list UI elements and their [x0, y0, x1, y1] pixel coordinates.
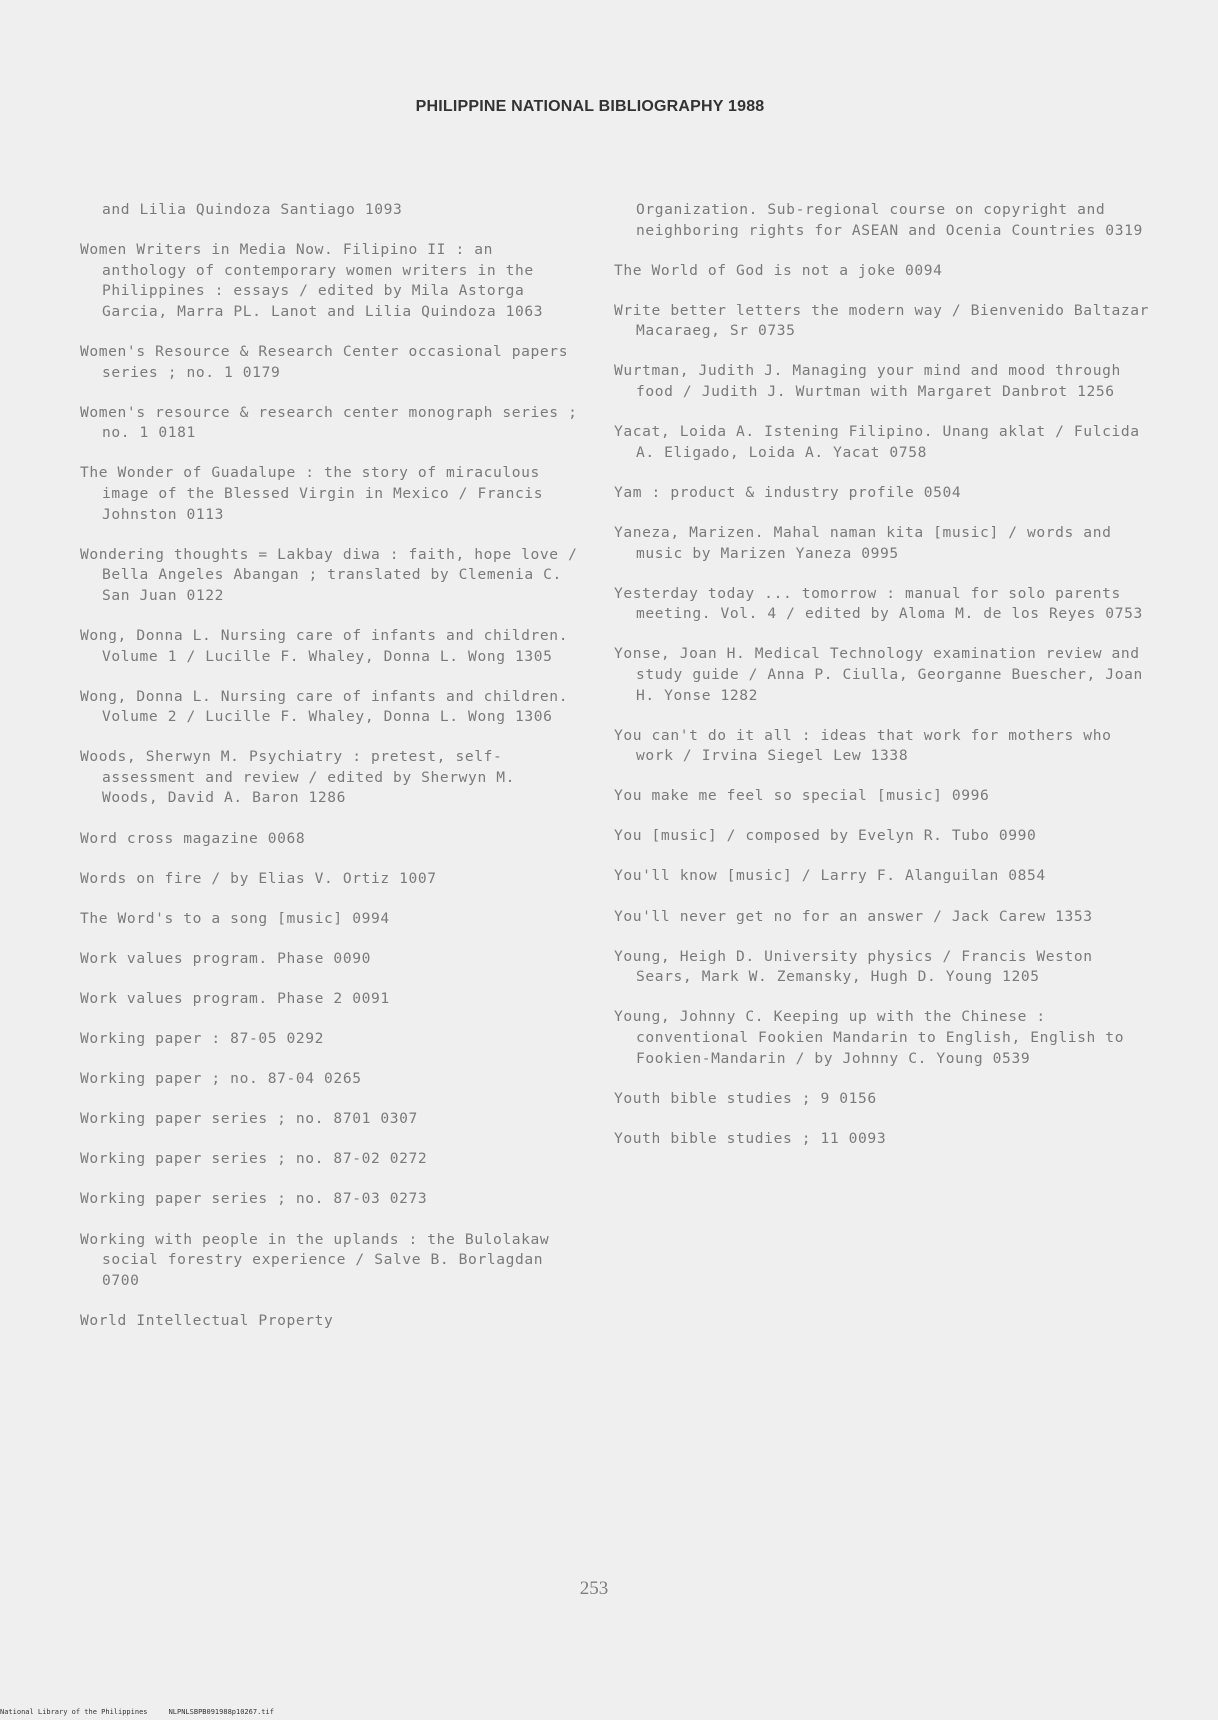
- bibliography-entry: Working paper series ; no. 87-03 0273: [80, 1190, 428, 1208]
- bibliography-entry: Work values program. Phase 0090: [80, 949, 371, 967]
- bibliography-entry: Woods, Sherwyn M. Psychiatry : pretest, self-assessment and review / edited by Sherwyn M. Woods, David A. Baron 1286: [80, 748, 525, 807]
- bibliography-entry: Yacat, Loida A. Istening Filipino. Unang aklat / Fulcida A. Eligado, Loida A. Yacat 0758: [614, 423, 1150, 461]
- bibliography-entry: You'll know [music] / Larry F. Alanguilan 0854: [614, 867, 1046, 885]
- bibliography-entry: Word cross magazine 0068: [80, 829, 306, 847]
- bibliography-entry: Wong, Donna L. Nursing care of infants and children. Volume 1 / Lucille F. Whaley, Donna L. Wong 1305: [80, 626, 578, 665]
- bibliography-entry: Women's resource & research center monograph series ; no. 1 0181: [80, 403, 587, 442]
- bibliography-entry: Working paper series ; no. 8701 0307: [80, 1110, 418, 1128]
- right-column: [614, 200, 1159, 1169]
- bibliography-entry: Yesterday today ... tomorrow : manual for solo parents meeting. Vol. 4 / edited by Aloma M. de los Reyes 0753: [614, 584, 1143, 623]
- bibliography-entry: The World of God is not a joke 0094: [614, 261, 943, 279]
- bibliography-entry: Wurtman, Judith J. Managing your mind and mood through food / Judith J. Wurtman with Margaret Danbrot 1256: [614, 362, 1131, 401]
- bibliography-entry: Working paper : 87-05 0292: [80, 1030, 325, 1048]
- bibliography-entry: You [music] / composed by Evelyn R. Tubo 0990: [614, 827, 1037, 845]
- bibliography-entry: The Word's to a song [music] 0994: [80, 909, 390, 927]
- bibliography-entry: Young, Johnny C. Keeping up with the Chinese : conventional Fookien Mandarin to English, English to Fookien-Mandarin / by Johnny C. Young 0539: [614, 1008, 1134, 1067]
- left-column: [80, 200, 587, 1351]
- bibliography-entry: You make me feel so special [music] 0996: [614, 787, 990, 805]
- bibliography-entry: Yam : product & industry profile 0504: [614, 483, 962, 501]
- bibliography-entry: The Wonder of Guadalupe : the story of miraculous image of the Blessed Virgin in Mexico / Francis Johnston 0113: [80, 464, 553, 523]
- scan-footer: National Library of the Philippines NLPNLSBPB091988p10267.tif: [0, 1708, 274, 1716]
- bibliography-entry: Work values program. Phase 2 0091: [80, 989, 390, 1007]
- bibliography-entry: Working paper series ; no. 87-02 0272: [80, 1150, 428, 1168]
- bibliography-entry: You'll never get no for an answer / Jack Carew 1353: [614, 907, 1093, 925]
- bibliography-entry: You can't do it all : ideas that work for mothers who work / Irvina Siegel Lew 1338: [614, 726, 1121, 765]
- bibliography-entry: and Lilia Quindoza Santiago 1093: [102, 201, 403, 218]
- bibliography-entry: Wondering thoughts = Lakbay diwa : faith, hope love / Bella Angeles Abangan ; translated by Clemenia C. San Juan 0122: [80, 545, 587, 604]
- bibliography-entry: Young, Heigh D. University physics / Francis Weston Sears, Mark W. Zemansky, Hugh D. Young 1205: [614, 947, 1103, 986]
- bibliography-entry: Youth bible studies ; 9 0156: [614, 1089, 877, 1107]
- bibliography-entry: Working paper ; no. 87-04 0265: [80, 1070, 362, 1088]
- bibliography-entry: Yonse, Joan H. Medical Technology examination review and study guide / Anna P. Ciulla, Georganne Buescher, Joan H. Yonse 1282: [614, 645, 1153, 704]
- bibliography-entry: Working with people in the uplands : the Bulolakaw social forestry experience / Salve B. Borlagdan 0700: [80, 1230, 559, 1289]
- bibliography-entry: Women Writers in Media Now. Filipino II : an anthology of contemporary women writers in the Philippines : essays / edited by Mila Astorga Garcia, Marra PL. Lanot and Lilia Quindoza 1063: [80, 241, 544, 320]
- bibliography-entry: Women's Resource & Research Center occasional papers series ; no. 1 0179: [80, 342, 578, 381]
- bibliography-entry: World Intellectual Property: [80, 1311, 334, 1329]
- bibliography-entry: Yaneza, Marizen. Mahal naman kita [music] / words and music by Marizen Yaneza 0995: [614, 523, 1121, 562]
- bibliography-entry: Write better letters the modern way / Bienvenido Baltazar Macaraeg, Sr 0735: [614, 301, 1159, 340]
- page-title: PHILIPPINE NATIONAL BIBLIOGRAPHY 1988: [415, 98, 765, 115]
- bibliography-entry: Youth bible studies ; 11 0093: [614, 1129, 887, 1147]
- bibliography-entry: Organization. Sub-regional course on copyright and neighboring rights for ASEAN and Ocenia Countries 0319: [636, 201, 1143, 239]
- page-number: 253: [579, 1578, 609, 1599]
- bibliography-entry: Wong, Donna L. Nursing care of infants and children. Volume 2 / Lucille F. Whaley, Donna L. Wong 1306: [80, 687, 578, 726]
- bibliography-entry: Words on fire / by Elias V. Ortiz 1007: [80, 869, 437, 887]
